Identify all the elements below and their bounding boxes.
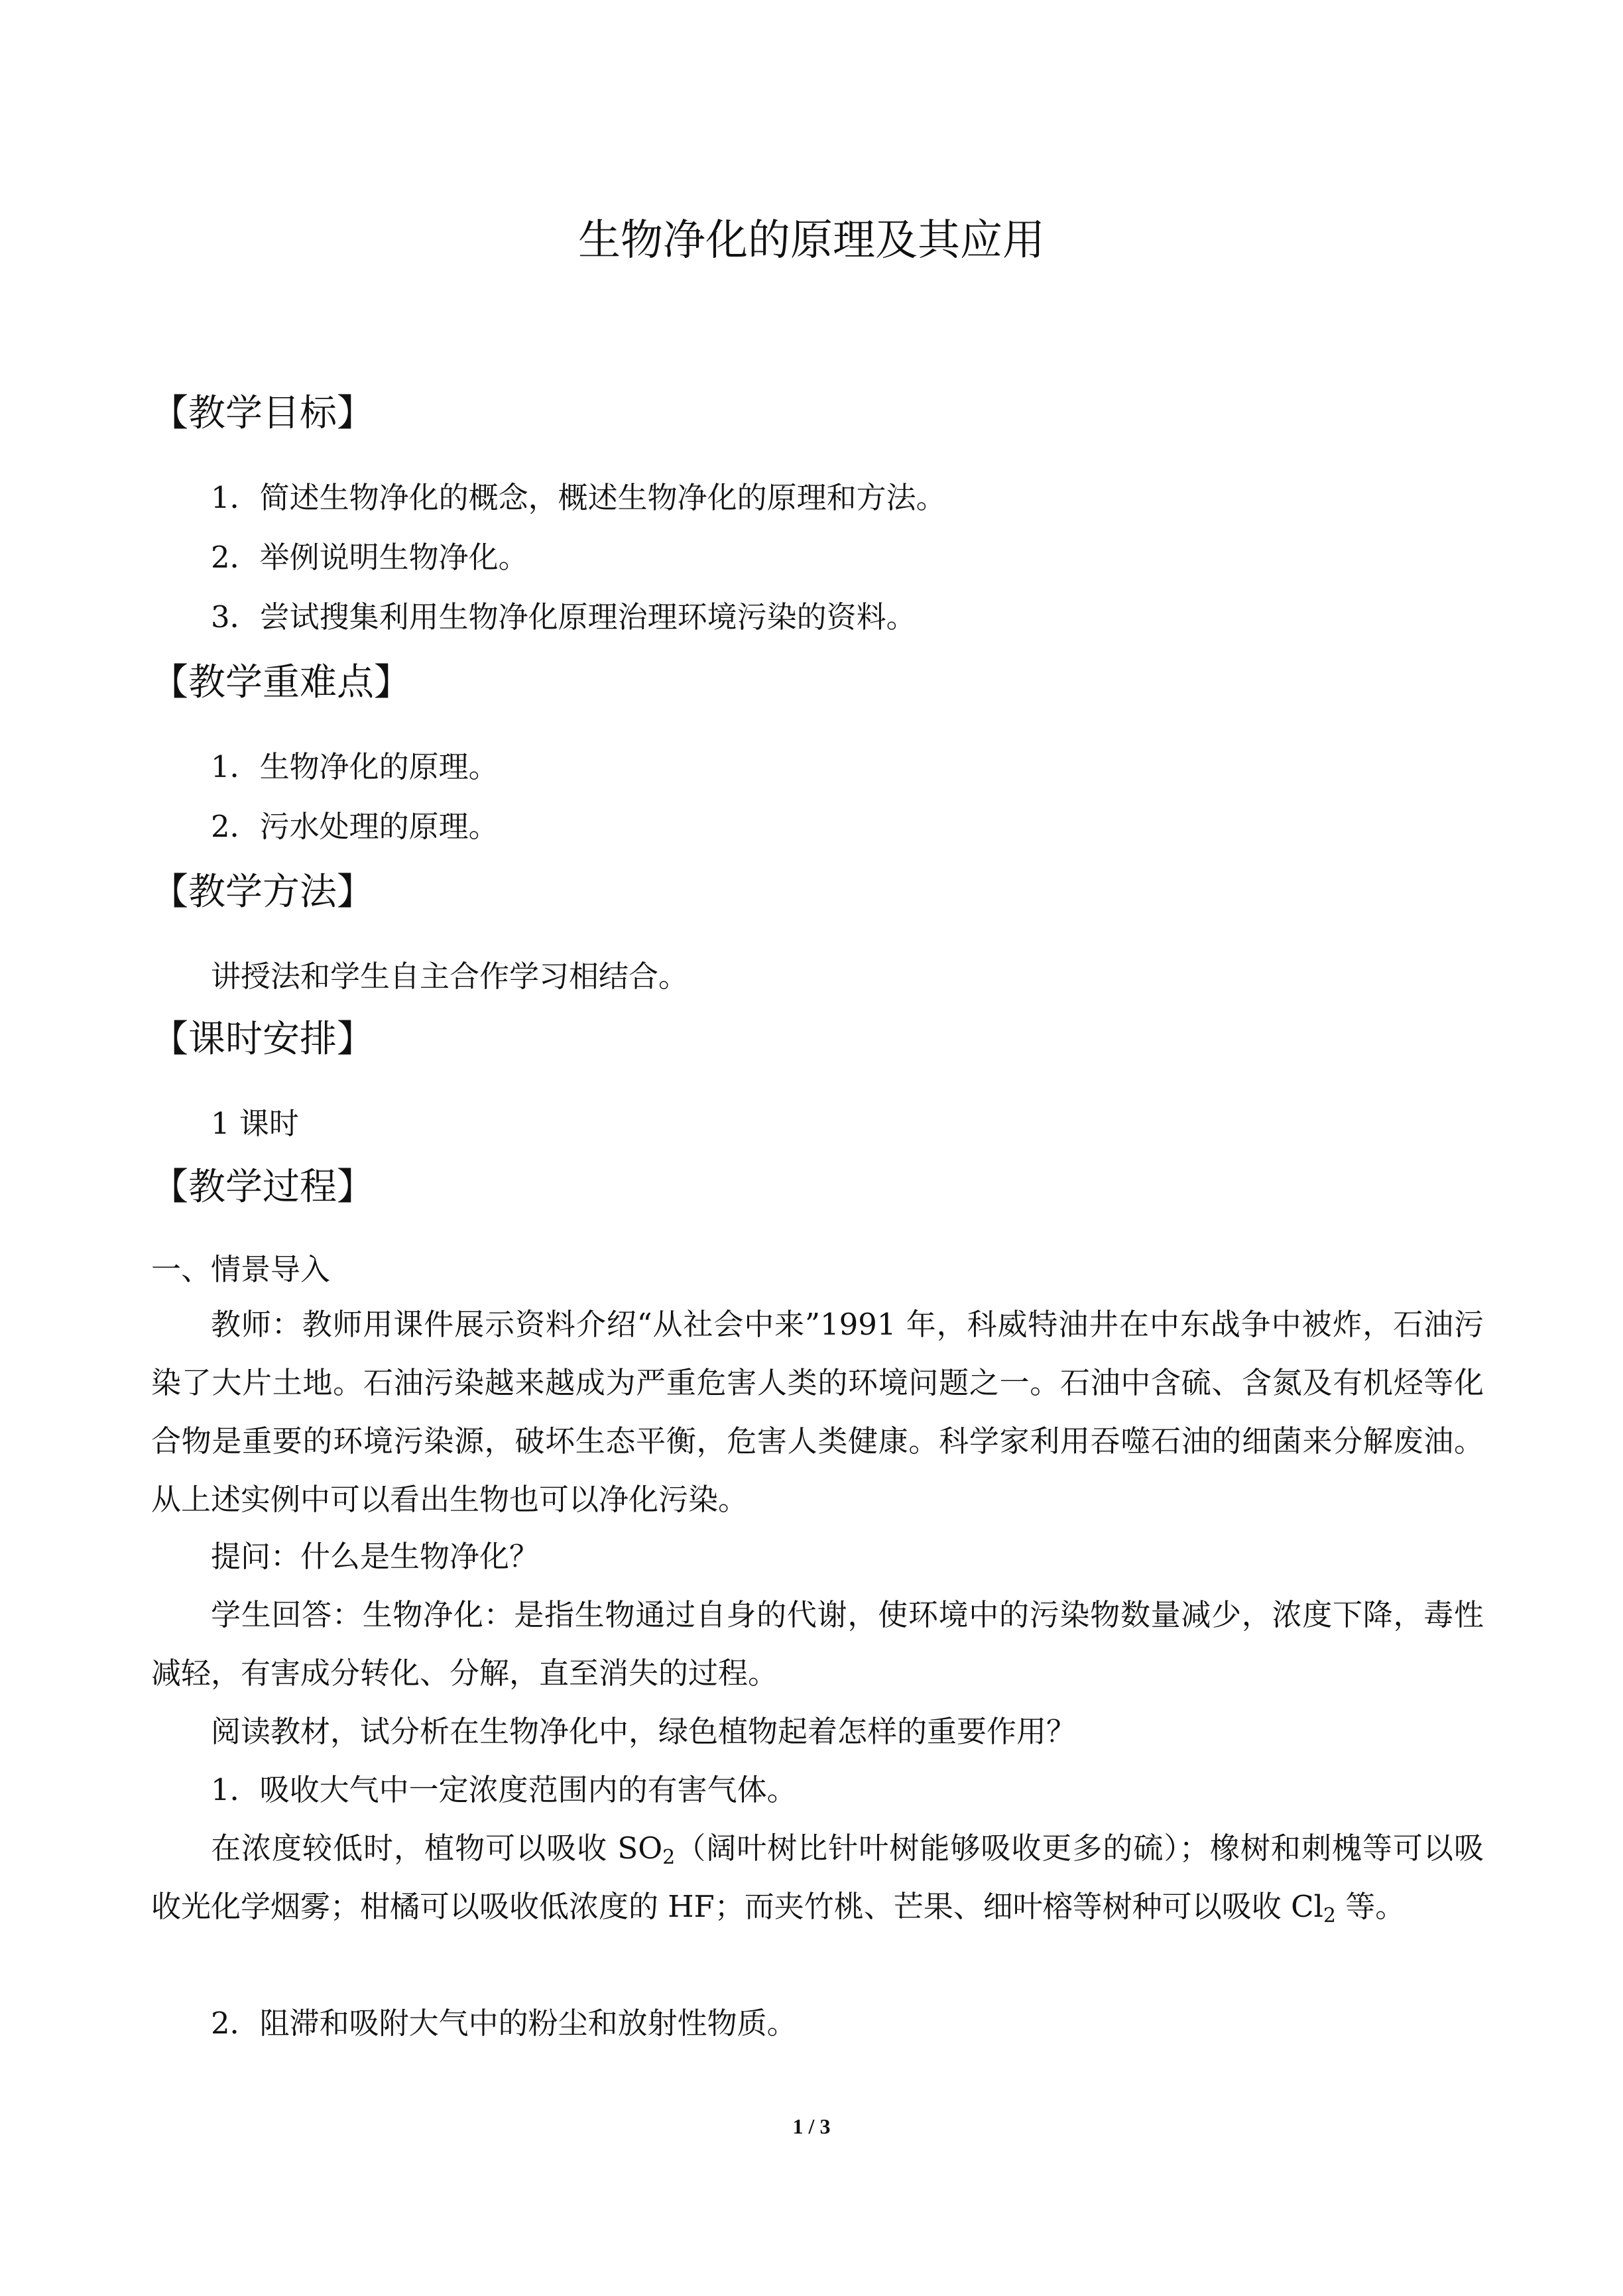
heading-objectives: 【教学目标】 xyxy=(151,392,374,435)
heading-methods: 【教学方法】 xyxy=(151,871,374,914)
objective-item-1: 1．简述生物净化的概念，概述生物净化的原理和方法。 xyxy=(211,480,946,515)
process-paragraph-intro: 教师：教师用课件展示资料介绍“从社会中来”1991 年，科威特油井在中东战争中被炸，石油污染了大片土地。石油污染越来越成为严重危害人类的环境问题之一。石油中含硫、含氮及有机烃等化合物是重要的环境污染源，破坏生态平衡，危害人类健康。科学家利用吞噬石油的细菌来分解废油。从上述实例中可以看出生物也可以净化污染。 xyxy=(151,1307,1484,1517)
gases-text-part-1: 在浓度较低时，植物可以吸收 SO xyxy=(211,1831,663,1866)
heading-process: 【教学过程】 xyxy=(151,1166,374,1209)
gases-text-part-2: （阔叶树比针叶树能够吸收更多的硫）；橡树和刺槐等可以吸收光化学烟雾；柑橘可以吸收低浓度的 HF；而夹竹桃、芒果、细叶榕等树种可以吸收 Cl xyxy=(151,1831,1484,1924)
process-paragraph-reading: 阅读教材，试分析在生物净化中，绿色植物起着怎样的重要作用？ xyxy=(211,1714,1077,1749)
document-title: 生物净化的原理及其应用 xyxy=(578,216,1045,265)
cl2-subscript: 2 xyxy=(1323,1904,1336,1927)
key-point-item-2: 2．污水处理的原理。 xyxy=(211,809,499,844)
process-paragraph-point-2: 2．阻滞和吸附大气中的粉尘和放射性物质。 xyxy=(211,2006,797,2041)
so2-subscript: 2 xyxy=(662,1846,676,1869)
gases-text-part-3: 等。 xyxy=(1336,1889,1406,1924)
methods-text: 讲授法和学生自主合作学习相结合。 xyxy=(211,959,689,994)
process-paragraph-gases xyxy=(151,1819,1484,1936)
process-paragraph-question: 提问：什么是生物净化？ xyxy=(211,1539,540,1574)
objective-item-2: 2．举例说明生物净化。 xyxy=(211,540,528,575)
schedule-text: 1 课时 xyxy=(211,1106,299,1141)
page-number: 1 / 3 xyxy=(792,2114,831,2138)
process-paragraph-answer: 学生回答：生物净化：是指生物通过自身的代谢，使环境中的污染物数量减少，浓度下降，毒性减轻，有害成分转化、分解，直至消失的过程。 xyxy=(151,1597,1484,1691)
objective-item-3: 3．尝试搜集利用生物净化原理治理环境污染的资料。 xyxy=(211,599,916,634)
process-paragraph-point-1: 1．吸收大气中一定浓度范围内的有害气体。 xyxy=(211,1772,797,1807)
heading-schedule: 【课时安排】 xyxy=(151,1018,374,1061)
key-point-item-1: 1．生物净化的原理。 xyxy=(211,749,499,784)
process-subheading: 一、情景导入 xyxy=(151,1252,331,1287)
heading-key-points: 【教学重难点】 xyxy=(151,661,411,704)
